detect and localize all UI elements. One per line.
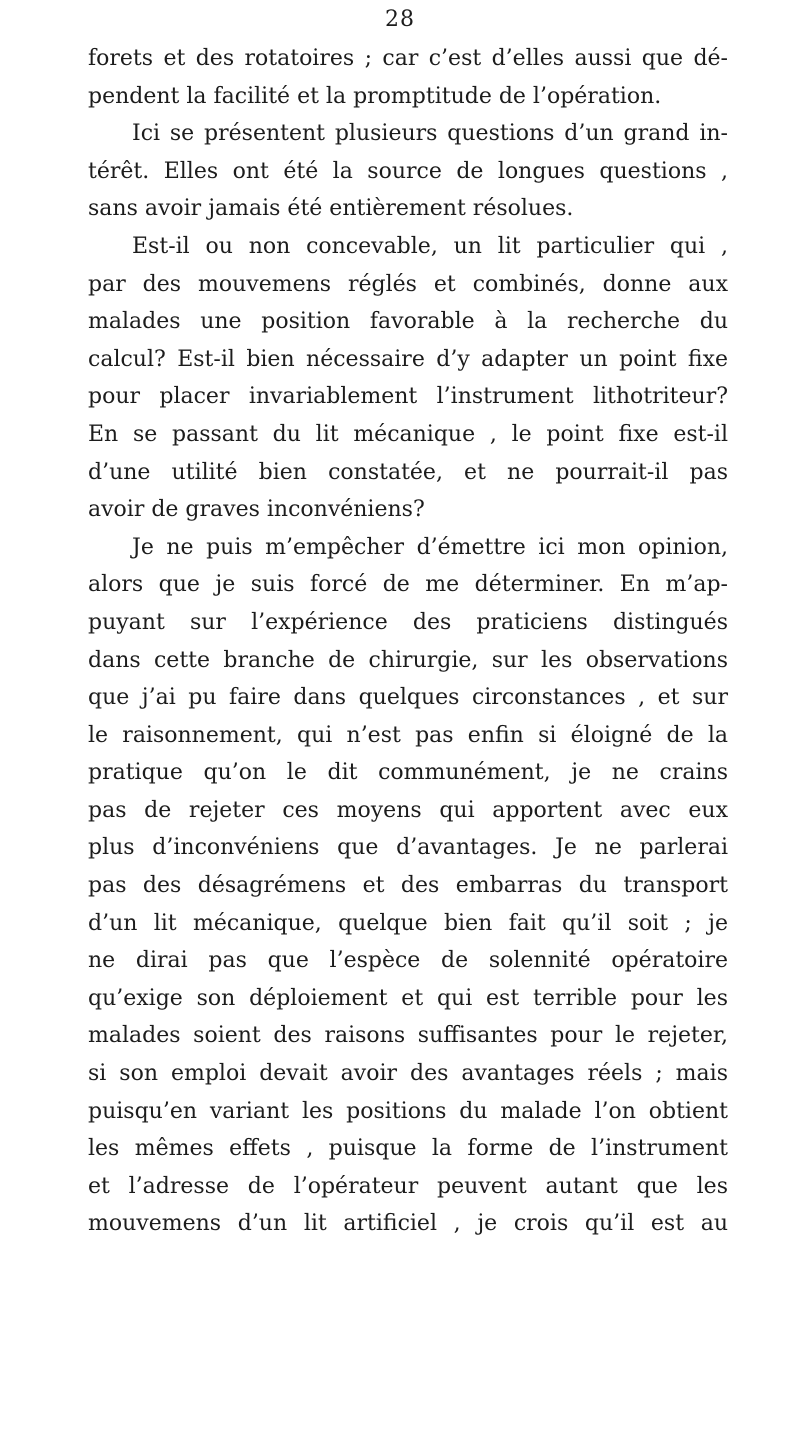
text-line: mouvemens d’un lit artificiel , je crois qu’il est au	[88, 1211, 728, 1237]
text-line: pour placer invariablement l’instrument lithotriteur?	[88, 384, 728, 410]
text-line: puyant sur l’expérience des praticiens distingués	[88, 609, 728, 635]
text-line: malades soient des raisons suffisantes pour le rejeter,	[88, 1023, 728, 1049]
text-line: plus d’inconvéniens que d’avantages. Je ne parlerai	[88, 835, 728, 861]
text-line: pendent la facilité et la promptitude de l’opération.	[88, 83, 662, 109]
text-line: alors que je suis forcé de me déterminer. En m’ap-	[88, 572, 728, 598]
body-text	[88, 40, 728, 1243]
text-line: pratique qu’on le dit communément, je ne crains	[88, 760, 728, 786]
text-line: pas de rejeter ces moyens qui apportent avec eux	[88, 797, 728, 823]
text-line: sans avoir jamais été entièrement résolues.	[88, 196, 574, 222]
text-line: et l’adresse de l’opérateur peuvent autant que les	[88, 1173, 728, 1199]
page-number: 28	[385, 7, 415, 32]
text-line: avoir de graves inconvéniens?	[88, 497, 425, 523]
text-line: Ici se présentent plusieurs questions d’un grand in-	[132, 121, 728, 147]
text-line: En se passant du lit mécanique , le point fixe est-il	[88, 421, 728, 447]
text-line: dans cette branche de chirurgie, sur les observations	[88, 647, 728, 673]
text-line: forets et des rotatoires ; car c’est d’elles aussi que dé-	[88, 46, 728, 71]
text-line: qu’exige son déploiement et qui est terrible pour les	[88, 985, 728, 1011]
text-line: d’une utilité bien constatée, et ne pourrait-il pas	[88, 459, 728, 485]
text-line: le raisonnement, qui n’est pas enfin si éloigné de la	[88, 722, 728, 748]
text-line: ne dirai pas que l’espèce de solennité opératoire	[88, 948, 728, 974]
text-line: calcul? Est-il bien nécessaire d’y adapter un point fixe	[88, 346, 728, 372]
text-line: que j’ai pu faire dans quelques circonstances , et sur	[88, 685, 728, 711]
text-line: si son emploi devait avoir des avantages réels ; mais	[88, 1061, 728, 1087]
text-line: par des mouvemens réglés et combinés, donne aux	[88, 271, 728, 297]
text-line: malades une position favorable à la recherche du	[88, 309, 728, 335]
text-line: les mêmes effets , puisque la forme de l’instrument	[88, 1136, 728, 1162]
text-line: d’un lit mécanique, quelque bien fait qu’il soit ; je	[88, 910, 728, 936]
text-line: Je ne puis m’empêcher d’émettre ici mon opinion,	[132, 534, 728, 560]
text-line: puisqu’en variant les positions du malade l’on obtient	[88, 1098, 728, 1124]
text-line: pas des désagrémens et des embarras du transport	[88, 873, 728, 899]
text-line: térêt. Elles ont été la source de longues questions ,	[88, 158, 728, 184]
text-line: Est-il ou non concevable, un lit particulier qui ,	[132, 233, 728, 259]
